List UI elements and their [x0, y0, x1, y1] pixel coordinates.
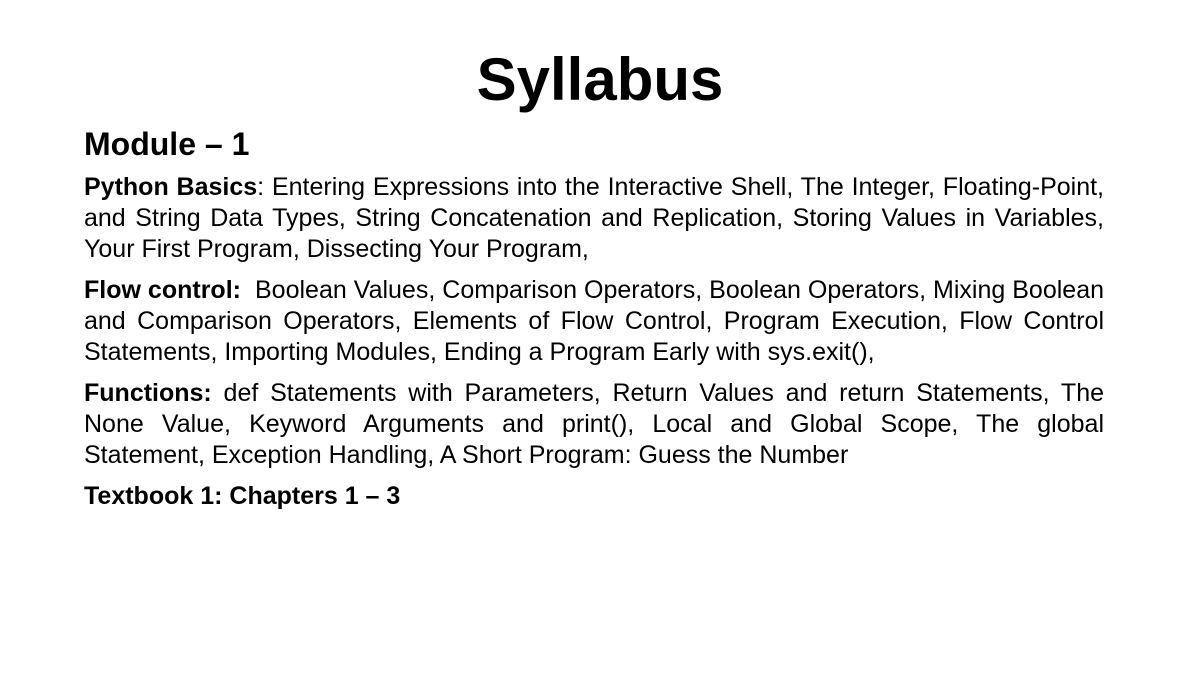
section-functions — [84, 378, 1104, 471]
textbook-reference: Textbook 1: Chapters 1 – 3 — [84, 482, 401, 510]
slide-title: Syllabus — [476, 46, 724, 113]
section-label: Flow control: — [84, 276, 241, 304]
section-label: Functions: — [84, 379, 212, 407]
section-text: Entering Expressions into the Interactive Shell, The Integer, Floating-Point, and String Data Types, String Concatenation and Replication, Storing Values in Variables, Your First Program, Dissecting Your Program, — [84, 173, 1105, 263]
module-heading: Module – 1 — [84, 126, 250, 162]
section-flow-control — [84, 275, 1104, 368]
section-separator — [241, 276, 255, 304]
section-separator: : — [257, 173, 272, 201]
slide-content — [84, 124, 1104, 512]
section-separator — [212, 379, 224, 407]
section-text: Boolean Values, Comparison Operators, Boolean Operators, Mixing Boolean and Comparison Operators, Elements of Flow Control, Program Execution, Flow Control Statements, Importing Modules, Ending a Program Early with sys.exit(), — [84, 276, 1105, 366]
section-python-basics — [84, 172, 1104, 265]
section-text: def Statements with Parameters, Return Values and return Statements, The None Value, Keyword Arguments and print(), Local and Global Scope, The global Statement, Exception Handling, A Short Program: Guess the Number — [84, 379, 1104, 469]
section-label: Python Basics — [84, 173, 258, 201]
